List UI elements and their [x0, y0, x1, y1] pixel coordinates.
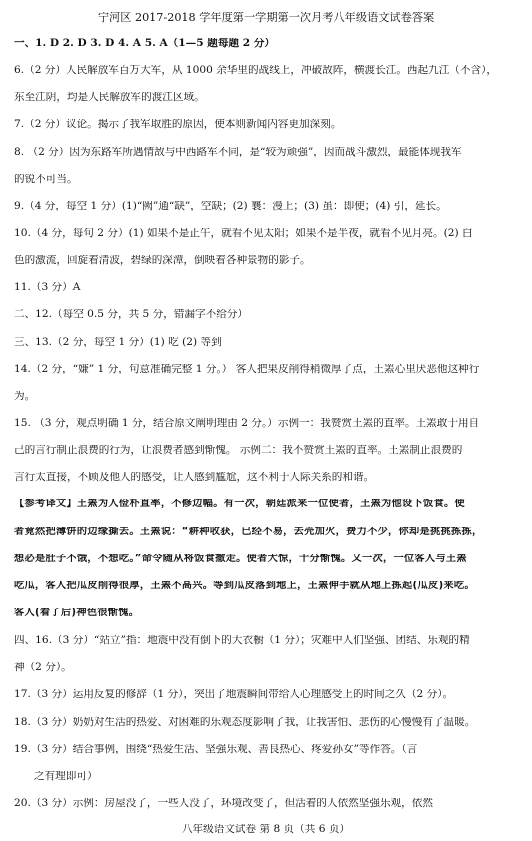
answer-line-21: 18.（3 分）奶奶对生活的热爱、对困难的乐观态度影响了我，让我害怕、悲伤的心慢慢有了温暖。: [14, 716, 476, 728]
answer-line-12: 三、13.（2 分，每空 1 分）(1) 吃 (2) 等到: [14, 336, 222, 348]
answer-line-3: 东至江阴，均是人民解放军的渡江区域。: [14, 92, 205, 103]
translation-line-1: 【参考译文】王罴为人俭朴直率，不修边幅。有一次，朝廷派来一位使者，王罴为他设下饭食。使: [14, 499, 465, 510]
answer-line-17: 言行太直接，不顾及他人的感受，让人感到尴尬，这不利于人际关系的和谐。: [14, 472, 375, 483]
translation-line-4: 吃瓜，客人把瓜皮削得很厚，王罴不高兴。等到瓜皮落到地上，王罴伸手就从地上拣起(瓜皮)来吃。: [14, 580, 475, 591]
answer-line-7: 9.（4 分，每空 1 分）(1)“阙”通“缺”，空缺；(2) 襄：漫上；(3) 虽：即使；(4) 引，延长。: [14, 200, 447, 212]
answer-line-20: 17.（3 分）运用反复的修辞（1 分），突出了地震瞬间带给人心理感受上的时间之久（2 分）。: [14, 689, 454, 701]
answer-line-5: 8. （2 分）因为东路军所遇情敌与中西路军不同，是“较为顽强”，因而战斗激烈，最能体现我军: [14, 146, 462, 158]
answer-line-1: 一、1. D 2. D 3. D 4. A 5. A（1—5 题每题 2 分）: [14, 38, 276, 49]
translation-line-5: 客人(看了后)神色很惭愧。: [14, 608, 140, 618]
answer-line-6: 的锐不可当。: [14, 173, 78, 185]
answer-line-11: 二、12.（每空 0.5 分，共 5 分，错漏字不给分）: [14, 309, 248, 321]
page-footer: 八年级语文试卷 第 8 页（共 6 页）: [181, 824, 351, 835]
answer-line-2: 6.（2 分）人民解放军百万大军，从 1000 余华里的战线上，冲破敌阵，横渡长江。西起九江（不含），: [14, 65, 497, 76]
answer-line-22: 19.（3 分）结合事例，围绕“热爱生活、坚强乐观、善良热心、疼爱孙女”等作答。（言: [14, 743, 418, 755]
answer-line-15: 15. （3 分，观点明确 1 分，结合原文阐明理由 2 分。）示例一：我赞赏王罴的直率。王罴敢于用自: [14, 418, 480, 429]
answer-line-10: 11.（3 分）A: [14, 282, 81, 293]
answer-line-23: 之有理即可）: [34, 770, 98, 782]
answer-line-8: 10.（4 分，每句 2 分）(1) 如果不是正午，就看不见太阳；如果不是半夜，就看不见月亮。(2) 白: [14, 228, 473, 239]
answer-line-9: 色的激流，回旋着清波，碧绿的深潭，倒映着各种景物的影子。: [14, 255, 311, 266]
translation-line-3: 想必是肚子不饿，不想吃。”命令随从将饭食撤走。使者大惊，十分惭愧。又一次，一位客人与王罴: [14, 553, 467, 564]
answer-line-4: 7.（2 分）议论。揭示了我军取胜的原因，使本则新闻内容更加深刻。: [14, 119, 342, 131]
page-title: 宁河区 2017-2018 学年度第一学期第一次月考八年级语文试卷答案: [97, 12, 435, 24]
answer-line-16: 己的言行制止浪费的行为，让浪费者感到惭愧。 示例二：我不赞赏王罴的直率。王罴制止浪费的: [14, 445, 463, 456]
answer-line-13: 14.（2 分，“嫌” 1 分，句意准确完整 1 分。） 客人把果皮削得稍微厚了点，王罴心里厌恶他这种行: [14, 363, 480, 375]
answer-line-24: 20.（3 分）示例：房屋没了，一些人没了，环境改变了，但活着的人依然坚强乐观，依然: [14, 798, 433, 809]
translation-line-2: 者竟然把薄饼的边缘撕去。王罴说：“耕种收获，已经不易，去壳加火，费力不少，你却是挑挑拣拣，: [14, 526, 483, 537]
answer-line-19: 神（2 分）。: [14, 662, 72, 673]
answer-line-18: 四、16.（3 分）“站立”指：地震中没有倒下的大衣橱（1 分）；灾难中人们坚强、团结、乐观的精: [14, 635, 470, 646]
answer-line-14: 为。: [14, 390, 36, 402]
